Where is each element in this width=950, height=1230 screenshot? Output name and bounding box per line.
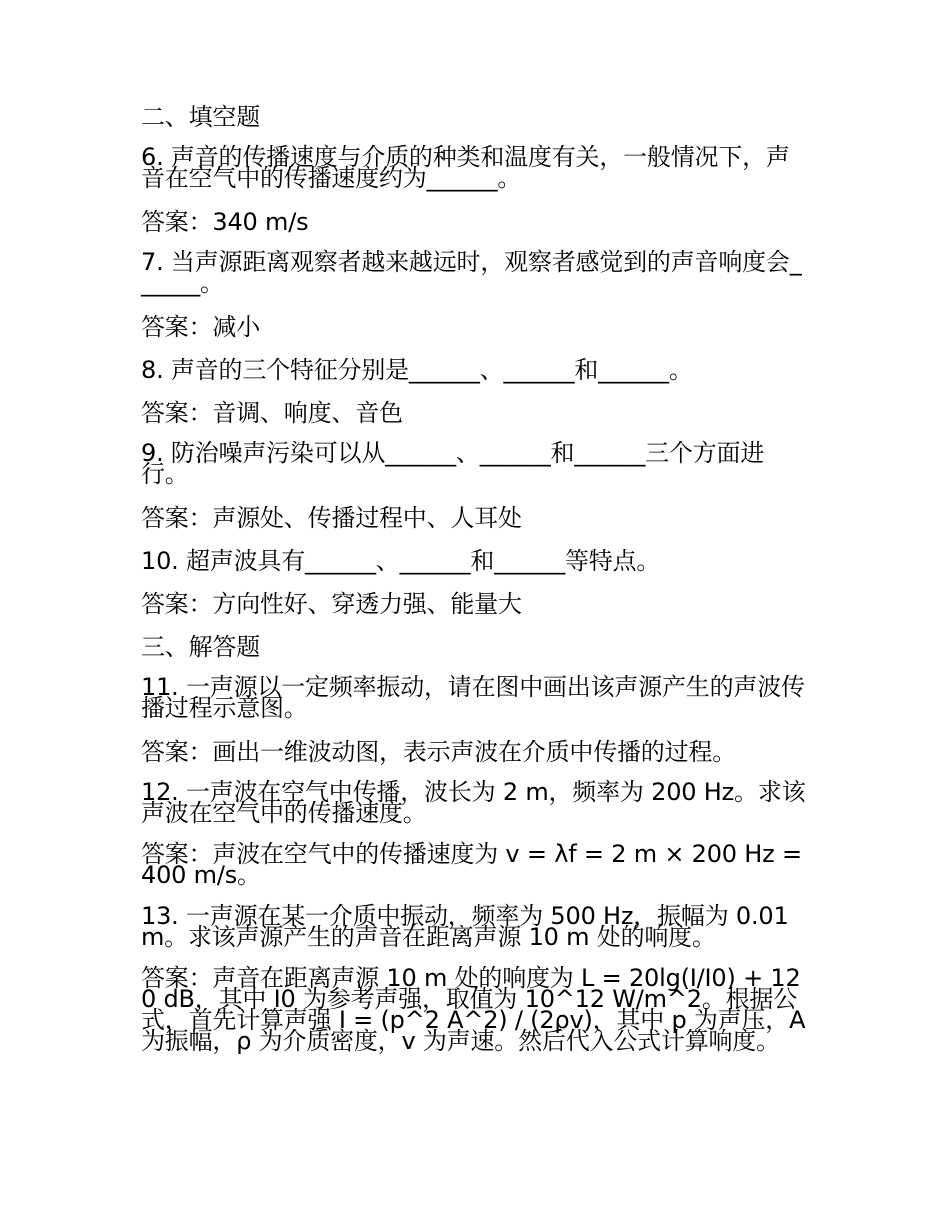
answer-10: 答案：方向性好、穿透力强、能量大: [141, 590, 522, 618]
answer-11: 答案：画出一维波动图，表示声波在介质中传播的过程。: [141, 738, 736, 766]
question-10: 10. 超声波具有______、______和______等特点。: [141, 547, 661, 575]
document-body: [141, 104, 809, 1072]
question-12: 12. 一声波在空气中传播，波长为 2 m，频率为 200 Hz。求该声波在空气中的传播速度。: [141, 778, 806, 827]
answer-13: 答案：声音在距离声源 10 m 处的响度为 L = 20lg(I/I0) + 120 dB，其中 I0 为参考声强，取值为 10^12 W/m^2。根据公式，首先计算声强 I = (p^2 A^2) / (2ρv)，其中 p 为声压，A 为振幅，ρ 为介质密度，v 为声速。然后代入公式计算响度。: [141, 964, 806, 1055]
answer-7: 答案：减小: [141, 313, 260, 341]
answer-8: 答案：音调、响度、音色: [141, 399, 403, 427]
answer-12: 答案：声波在空气中的传播速度为 v = λf = 2 m × 200 Hz = 400 m/s。: [141, 840, 802, 889]
question-6: 6. 声音的传播速度与介质的种类和温度有关，一般情况下，声音在空气中的传播速度约为______。: [141, 143, 790, 192]
question-13: 13. 一声源在某一介质中振动，频率为 500 Hz，振幅为 0.01 m。求该声源产生的声音在距离声源 10 m 处的响度。: [141, 902, 789, 951]
section-title-fill-in: 二、填空题: [141, 103, 260, 131]
question-8: 8. 声音的三个特征分别是______、______和______。: [141, 356, 693, 384]
answer-6: 答案：340 m/s: [141, 208, 309, 236]
question-11: 11. 一声源以一定频率振动，请在图中画出该声源产生的声波传播过程示意图。: [141, 673, 805, 722]
section-title-problems: 三、解答题: [141, 633, 260, 661]
question-9: 9. 防治噪声污染可以从______、______和______三个方面进行。: [141, 439, 765, 488]
question-7: 7. 当声源距离观察者越来越远时，观察者感觉到的声音响度会______。: [141, 248, 802, 297]
answer-9: 答案：声源处、传播过程中、人耳处: [141, 504, 522, 532]
